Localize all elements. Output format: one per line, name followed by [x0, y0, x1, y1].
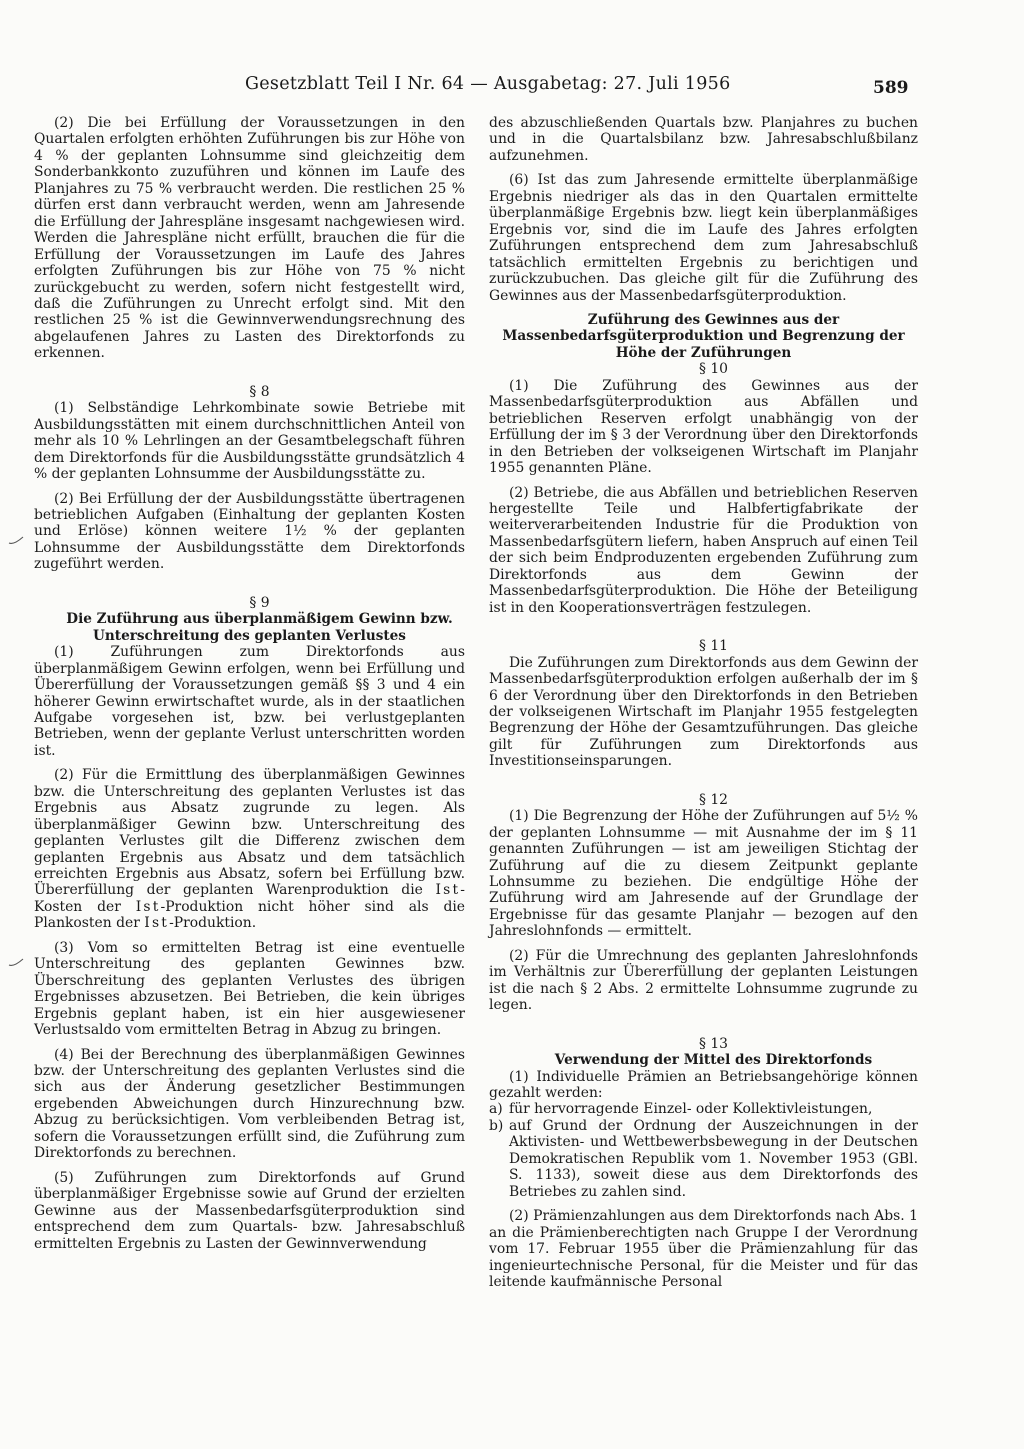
left-column: [34, 115, 465, 1252]
page-header: [0, 74, 1024, 104]
paragraph: [34, 767, 465, 932]
section-title: Die Zuführung aus überplanmäßigem Gewinn bzw. Unterschreitung des geplanten Verlustes: [66, 611, 453, 644]
paragraph-text: -Kosten der: [34, 882, 465, 915]
paragraph: des abzuschließenden Quartals bzw. Planjahres zu buchen und in die Quartalsbilanz bzw. Jahresabschlußbilanz aufzunehmen.: [489, 115, 918, 164]
paragraph: (2) Prämienzahlungen aus dem Direktorfonds nach Abs. 1 an die Prämienberechtigten nach Gruppe I der Verordnung vom 17. Februar 1955 über die Prämienzahlung für das ingenieurtechnische Personal, für die Meister und für das leitende kaufmännische Personal: [489, 1208, 918, 1290]
paragraph: (3) Vom so ermittelten Betrag ist eine eventuelle Unterschreitung des geplanten Gewinnes bzw. Überschreitung des geplanten Verlustes des übrigen Ergebnisses abzusetzen. Bei Betrieben, die kein übriges Ergebnis geplant haben, ist ein hier ausgewiesener Verlustsaldo vom ermittelten Betrag in Abzug zu bringen.: [34, 939, 465, 1039]
list-item-label: b): [489, 1117, 504, 1134]
list-item: [489, 1101, 918, 1117]
paragraph-text: -Produktion nicht höher sind als die Plankosten der: [34, 898, 465, 932]
paragraph: (1) Zuführungen zum Direktorfonds aus überplanmäßigem Gewinn erfolgen, wenn bei Erfüllung und Übererfüllung der Voraussetzungen gemäß §§ 3 und 4 ein höherer Gewinn erwirtschaftet wurde, als in der staatlichen Aufgabe vorgesehen ist, bzw. bei verlustgeplanten Betrieben, wenn der geplante Verlust unterschritten worden ist.: [34, 644, 465, 759]
paragraph: (1) Selbständige Lehrkombinate sowie Betriebe mit Ausbildungsstätten mit einem durchschnittlichen Anteil von mehr als 10 % Lehrlingen an der Gesamtbelegschaft führen dem Direktorfonds für die Ausbildungsstätte grundsätzlich 4 % der geplanten Lohnsumme der Ausbildungsstätte zu.: [34, 400, 465, 483]
right-column: [489, 115, 918, 1290]
list-item-text: für hervorragende Einzel- oder Kollektivleistungen,: [509, 1101, 873, 1118]
header-title: Gesetzblatt Teil I Nr. 64 — Ausgabetag: 27. Juli 1956: [245, 74, 731, 94]
paragraph: (2) Für die Umrechnung des geplanten Jahreslohnfonds im Verhältnis zur Übererfüllung der geplanten Leistungen ist die nach § 2 Abs. 2 ermittelte Lohnsumme zugrunde zu legen.: [489, 947, 918, 1014]
paragraph-text: (2) Für die Ermittlung des überplanmäßigen Gewinnes bzw. die Unterschreitung des geplanten Verlustes ist das Ergebnis aus Absatz zugrunde zu legen. Als überplanmäßiger Gewinn bzw. Unterschreitung des geplanten Verlustes gilt die Differenz zwischen dem geplanten Ergebnis aus Absatz und dem tatsächlich erreichten Ergebnis aus Absatz, sofern bei Erfüllung bzw. Übererfüllung der geplanten Warenproduktion die: [34, 767, 465, 899]
paragraph: (1) Die Begrenzung der Höhe der Zuführungen auf 5½ % der geplanten Lohnsumme — mit Ausnahme der im § 11 genannten Zuführungen — ist am jeweiligen Stichtag der Zuführung auf die zu diesem Zeitpunkt geplante Lohnsumme zu beziehen. Die endgültige Höhe der Zuführung wird am Jahresende auf der Grundlage der Ergebnisse für das gesamte Planjahr — bezogen auf den Jahreslohnfonds — ermittelt.: [489, 808, 918, 940]
paragraph: (4) Bei der Berechnung des überplanmäßigen Gewinnes bzw. der Unterschreitung des geplanten Verlustes sind die sich aus der Änderung gesetzlicher Bestimmungen ergebenden Abweichungen durch Hinzurechnung bzw. Abzug zu berücksichtigen. Vom verbleibenden Betrag ist, sofern die Voraussetzungen erfüllt sind, die Zuführung zum Direktorfonds zu berechnen.: [34, 1046, 465, 1162]
paragraph: (2) Bei Erfüllung der der Ausbildungsstätte übertragenen betrieblichen Aufgaben (Einhaltung der geplanten Kosten und Erlöse) können weitere 1½ % der geplanten Lohnsumme der Ausbildungsstätte dem Direktorfonds zugeführt werden.: [34, 490, 465, 573]
paragraph: (2) Die bei Erfüllung der Voraussetzungen in den Quartalen erfolgten erhöhten Zuführungen bis zur Höhe von 4 % der geplanten Lohnsumme sind gleichzeitig dem Sonderbankkonto zuzuführen und können im Laufe des Planjahres zu 75 % verbraucht werden. Die restlichen 25 % dürfen erst dann verbraucht werden, wenn am Jahresende die Erfüllung der Jahrespläne insgesamt nachgewiesen wird. Werden die Jahrespläne nicht erfüllt, brauchen die für die Erfüllung der Voraussetzungen im Laufe des Jahres erfolgten Zuführungen bis zur Höhe von 75 % nicht zurückgebucht zu werden, sofern nicht festgestellt wird, daß die Zuführungen zu Unrecht erfolgt sind. Mit den restlichen 25 % ist die Gewinnverwendungsrechnung des abgelaufenen Jahres zu Lasten des Direktorfonds zu erkennen.: [34, 115, 465, 362]
page-number: 589: [873, 78, 909, 98]
paragraph: (5) Zuführungen zum Direktorfonds auf Grund überplanmäßiger Ergebnisse sowie auf Grund der erzielten Gewinne aus der Massenbedarfsgüterproduktion sind entsprechend dem zum Quartals- bzw. Jahresabschluß ermittelten Ergebnis zu Lasten der Gewinnverwendung: [34, 1169, 465, 1252]
section-heading: § 13: [698, 1035, 729, 1052]
emphasis-text: Ist: [135, 898, 161, 915]
paragraph: (1) Individuelle Prämien an Betriebsangehörige können gezahlt werden:: [489, 1068, 918, 1102]
list-item: [489, 1118, 918, 1200]
list-item-text: auf Grund der Ordnung der Auszeichnungen in der Aktivisten- und Wettbewerbsbewegung in der Deutschen Demokratischen Republik vom 1. November 1953 (GBl. S. 1133), soweit diese aus dem Direktorfonds des Betriebes zu zahlen sind.: [509, 1117, 918, 1200]
section-heading: § 10: [698, 361, 729, 378]
emphasis-text: Ist: [435, 882, 461, 899]
paragraph: (6) Ist das zum Jahresende ermittelte überplanmäßige Ergebnis niedriger als das in den Quartalen ermittelte überplanmäßige Ergebnis bzw. liegt kein überplanmäßiges Ergebnis vor, sind die im Laufe des Jahres erfolgten Zuführungen entsprechend dem zum Jahresabschluß tatsächlich ermittelten Ergebnis zu berichtigen und zurückzubuchen. Das gleiche gilt für die Zuführung des Gewinnes aus der Massenbedarfsgüterproduktion.: [489, 172, 918, 304]
margin-tick-mark-icon: [8, 535, 24, 549]
section-title: Zuführung des Gewinnes aus der Massenbedarfsgüterproduktion und Begrenzung der Höhe der Zuführungen: [502, 311, 905, 361]
section-heading: § 8: [249, 383, 270, 400]
list-item-label: a): [489, 1101, 503, 1118]
paragraph-text: -Produktion.: [169, 915, 257, 932]
margin-tick-mark-icon: [8, 957, 24, 971]
section-heading: § 11: [698, 638, 729, 655]
emphasis-text: Ist: [144, 915, 170, 932]
paragraph: Die Zuführungen zum Direktorfonds aus dem Gewinn der Massenbedarfsgüterproduktion erfolgen außerhalb der im § 6 der Verordnung über den Direktorfonds in den Betrieben der volkseigenen Wirtschaft im Planjahr 1955 festgelegten Begrenzung der Höhe der Gesamtzuführungen. Das gleiche gilt für Zuführungen zum Direktorfonds aus Investitionseinsparungen.: [489, 654, 918, 770]
paragraph: (1) Die Zuführung des Gewinnes aus der Massenbedarfsgüterproduktion aus Abfällen und betrieblichen Reserven erfolgt unabhängig von der Erfüllung der im § 3 der Verordnung über den Direktorfonds in den Betrieben der volkseigenen Wirtschaft im Planjahr 1955 genannten Pläne.: [489, 377, 918, 477]
paragraph: (2) Betriebe, die aus Abfällen und betrieblichen Reserven hergestellte Teile und Halbfertigfabrikate der weiterverarbeitenden Industrie für die Produktion von Massenbedarfsgütern liefern, haben Anspruch auf einen Teil der sich beim Endproduzenten ergebenden Zuführung zum Direktorfonds aus dem Gewinn der Massenbedarfsgüterproduktion. Die Höhe der Beteiligung ist in den Kooperationsverträgen festzulegen.: [489, 484, 918, 616]
section-heading: § 9: [249, 594, 270, 611]
section-heading: § 12: [698, 791, 729, 808]
section-title: Verwendung der Mittel des Direktorfonds: [554, 1052, 873, 1069]
